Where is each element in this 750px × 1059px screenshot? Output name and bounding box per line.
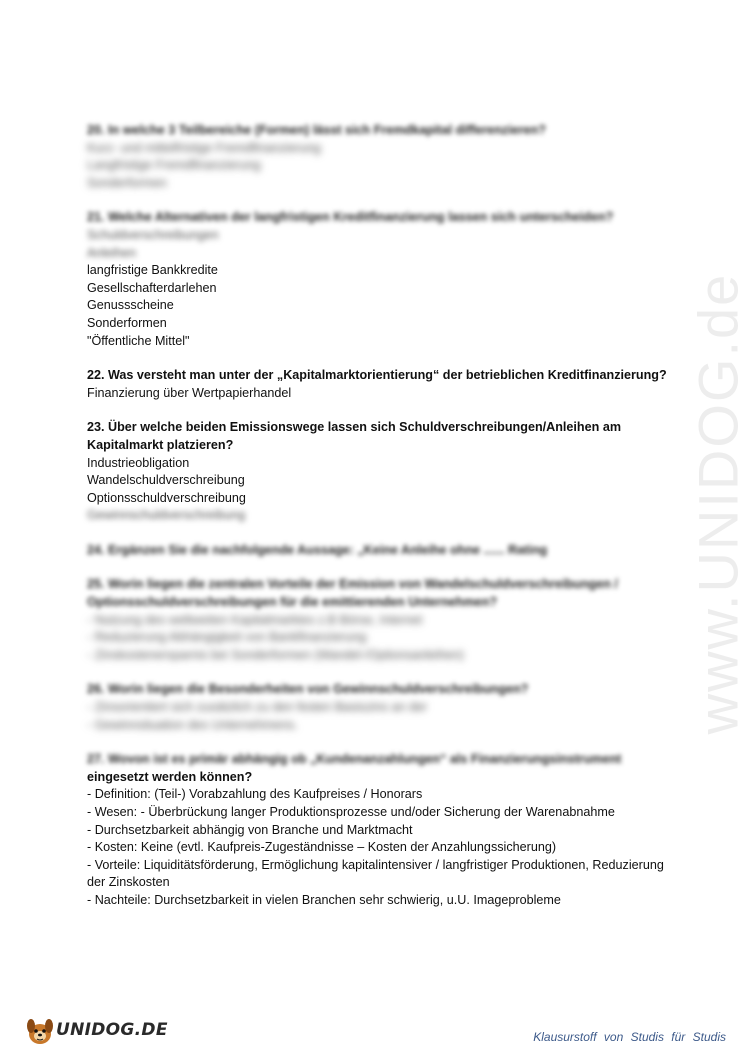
- question-25: [87, 576, 667, 664]
- answer-line: Genussscheine: [87, 298, 174, 313]
- question-23: [87, 419, 667, 525]
- question-21: [87, 209, 667, 350]
- answer-line: Langfristige Fremdfinanzierung: [87, 158, 261, 173]
- answer-line: - Gewinnsituation des Unternehmens.: [87, 717, 298, 732]
- answer-line: - Vorteile: Liquiditätsförderung, Ermöglichung kapitalintensiver / langfristiger Produktionen, Reduzierung der Zinskosten: [87, 857, 664, 890]
- answer-line: - Nutzung des weltweiten Kapitalmarktes z.B Börse, Internet: [87, 612, 423, 627]
- question-27: [87, 751, 667, 909]
- answer-line: - Kosten: Keine (evtl. Kaufpreis-Zugeständnisse – Kosten der Anzahlungssicherung): [87, 840, 557, 855]
- answer-line: - Nachteile: Durchsetzbarkeit in vielen Branchen sehr schwierig, u.U. Imageprobleme: [87, 892, 561, 907]
- question-title: 25. Worin liegen die zentralen Vorteile der Emission von Wandelschuldverschreibungen / Optionsschuldverschreibungen für die emittierenden Unternehmen?: [87, 577, 618, 610]
- answer-line: Optionsschuldverschreibung: [87, 490, 246, 505]
- question-20: [87, 122, 667, 192]
- question-title-blurred: 27. Wovon ist es primär abhängig ob „Kundenanzahlungen“ als Finanzierungsinstrument: [87, 752, 622, 767]
- footer-tagline: Klausurstoff von Studis für Studis: [533, 1030, 726, 1044]
- answer-line: Gesellschafterdarlehen: [87, 280, 217, 295]
- answer-line: Gewinnschuldverschreibung: [87, 508, 246, 523]
- watermark: [686, 272, 750, 734]
- answer-line: Industrieobligation: [87, 455, 190, 470]
- question-22: [87, 367, 667, 402]
- question-title: 21. Welche Alternativen der langfristigen Kreditfinanzierung lassen sich unterscheiden?: [87, 210, 614, 225]
- question-title: 22. Was versteht man unter der „Kapitalmarktorientierung“ der betrieblichen Kreditfinanzierung?: [87, 368, 667, 383]
- question-title: 23. Über welche beiden Emissionswege lassen sich Schuldverschreibungen/Anleihen am Kapitalmarkt platzieren?: [87, 420, 622, 452]
- answer-line: Schuldverschreibungen: [87, 227, 219, 242]
- answer-line: - Wesen: - Überbrückung langer Produktionsprozesse und/oder Sicherung der Warenabnahme: [87, 805, 615, 819]
- question-title: 26. Worin liegen die Besonderheiten von Gewinnschuldverschreibungen?: [87, 682, 529, 697]
- answer-line: Sonderformen: [87, 315, 167, 330]
- answer-line: "Öffentliche Mittel": [87, 333, 190, 348]
- answer-line: - Zinsorientiert sich zusätzlich zu den festen Basiszins an der: [87, 700, 428, 715]
- answer-line: Finanzierung über Wertpapierhandel: [87, 385, 292, 400]
- answer-line: Kurz- und mittelfristige Fremdfinanzierung: [87, 140, 321, 155]
- answer-line: Anleihen: [87, 245, 137, 260]
- question-title: 24. Ergänzen Sie die nachfolgende Aussage: „Keine Anleihe ohne ...... Rating: [87, 542, 548, 557]
- unidog-logo: [22, 1012, 168, 1048]
- question-title: 20. In welche 3 Teilbereiche (Formen) lässt sich Fremdkapital differenzieren?: [87, 123, 546, 137]
- answer-line: Wandelschuldverschreibung: [87, 473, 245, 488]
- logo-text: UNIDOG.DE: [56, 1020, 168, 1040]
- watermark-text: www.UNIDOG.de: [686, 272, 750, 734]
- question-title: eingesetzt werden können?: [87, 769, 253, 784]
- dog-mascot-icon: [22, 1012, 58, 1048]
- question-list: [87, 122, 667, 910]
- answer-line: - Zinskostenersparnis bei Sonderformen (Wandel-/Optionsanleihen): [87, 647, 464, 662]
- answer-line: - Definition: (Teil-) Vorabzahlung des Kaufpreises / Honorars: [87, 787, 423, 802]
- question-26: [87, 681, 667, 734]
- answer-line: - Reduzierung Abhängigkeit von Bankfinanzierung: [87, 630, 367, 645]
- answer-line: - Durchsetzbarkeit abhängig von Branche und Marktmacht: [87, 822, 413, 837]
- answer-line: Sonderformen: [87, 175, 167, 190]
- question-24: [87, 542, 667, 560]
- answer-line: langfristige Bankkredite: [87, 263, 218, 278]
